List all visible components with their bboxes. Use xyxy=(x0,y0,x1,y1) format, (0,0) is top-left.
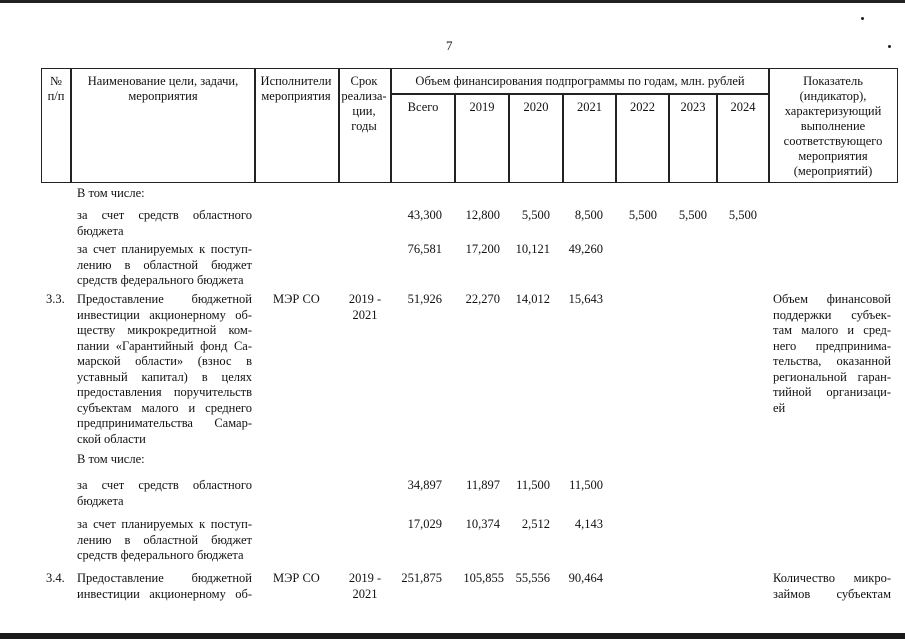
funding-source-federal xyxy=(77,517,252,564)
text-line: ществу микрокредитной ком- xyxy=(77,323,252,337)
value-2019: 10,374 xyxy=(465,517,500,531)
text-line: марской области» (взнос в xyxy=(77,354,252,368)
funding-source-regional xyxy=(77,478,252,509)
item-executor: МЭР СО xyxy=(273,571,320,585)
text-line: лению в областной бюджет xyxy=(77,257,252,272)
header-year-label: 2020 xyxy=(523,100,549,114)
header-year-label: 2022 xyxy=(630,100,655,114)
header-total-label: Всего xyxy=(407,100,439,114)
text-line: средств федерального бюджета xyxy=(77,548,244,562)
text-line: поддержки субъек- xyxy=(773,307,891,322)
header-term-line: ции, xyxy=(352,104,376,118)
scan-edge-top xyxy=(0,0,905,3)
value-2021: 15,643 xyxy=(568,292,603,306)
text-line: Объем финансовой xyxy=(773,292,891,306)
value-2024: 5,500 xyxy=(728,208,757,222)
header-exec-label: Исполнители мероприятия xyxy=(260,74,332,103)
text-line: 2021 xyxy=(352,586,378,601)
value-total: 51,926 xyxy=(407,292,442,306)
value-2019: 12,800 xyxy=(465,208,500,222)
item-name xyxy=(77,571,252,602)
funding-source-federal xyxy=(77,242,252,289)
funding-source-regional xyxy=(77,208,252,239)
text-line: пании «Гарантийный фонд Са- xyxy=(77,338,252,353)
text-line: за счет средств областного xyxy=(77,208,252,222)
item-indicator xyxy=(773,571,891,602)
text-line: уставный капитал) в целях xyxy=(77,369,252,384)
text-line: бюджета xyxy=(77,493,124,508)
item-term xyxy=(340,571,390,602)
header-indicator-line: Показатель xyxy=(803,74,863,88)
text-line: субъектам малого и среднего xyxy=(77,400,252,415)
text-line: там малого и сред- xyxy=(773,323,891,337)
text-line: инвестиции акционерному об- xyxy=(77,307,252,322)
header-year-label: 2019 xyxy=(469,100,495,114)
value-2020: 14,012 xyxy=(515,292,550,306)
text-line: ской области xyxy=(77,431,146,446)
text-line: инвестиции акционерному об- xyxy=(77,586,252,601)
header-indicator-line: характеризующий xyxy=(784,104,882,118)
item-name xyxy=(77,292,252,447)
value-2020: 11,500 xyxy=(516,478,550,492)
value-total: 76,581 xyxy=(407,242,442,256)
text-line: за счет средств областного xyxy=(77,478,252,492)
header-volume-label: Объем финансирования подпрограммы по годам, млн. рублей xyxy=(415,74,745,88)
value-2021: 11,500 xyxy=(569,478,603,492)
text-line: тийной организаци- xyxy=(773,385,891,399)
header-indicator-line: (мероприятий) xyxy=(793,164,873,178)
text-line: него предпринима- xyxy=(773,338,891,353)
text-line: 2019 - xyxy=(348,571,382,585)
header-year-label: 2021 xyxy=(577,100,602,114)
value-2020: 55,556 xyxy=(515,571,550,585)
text-line: 2021 xyxy=(352,307,378,322)
text-line: Предоставление бюджетной xyxy=(77,292,252,306)
value-2020: 10,121 xyxy=(515,242,550,256)
value-2019: 105,855 xyxy=(463,571,504,585)
text-line: бюджета xyxy=(77,223,124,238)
value-2021: 49,260 xyxy=(568,242,603,256)
header-year-label: 2023 xyxy=(680,100,706,114)
value-2019: 22,270 xyxy=(465,292,500,306)
value-total: 34,897 xyxy=(407,478,442,492)
scan-edge-bottom xyxy=(0,633,905,639)
value-2019: 11,897 xyxy=(466,478,500,492)
scan-speck xyxy=(888,45,891,48)
text-line: за счет планируемых к поступ- xyxy=(77,242,252,256)
incl-label: В том числе: xyxy=(77,186,145,200)
value-2021: 8,500 xyxy=(574,208,603,222)
header-term-line: реализа- xyxy=(341,89,387,103)
value-total: 43,300 xyxy=(407,208,442,222)
value-2023: 5,500 xyxy=(678,208,707,222)
header-term-label xyxy=(340,74,388,134)
value-2021: 90,464 xyxy=(568,571,603,585)
text-line: средств федерального бюджета xyxy=(77,273,244,287)
text-line: региональной гаран- xyxy=(773,369,891,384)
scan-speck xyxy=(861,17,864,20)
header-indicator-line: мероприятия xyxy=(798,149,868,163)
text-line: лению в областной бюджет xyxy=(77,532,252,547)
value-2020: 2,512 xyxy=(521,517,550,531)
text-line: ей xyxy=(773,400,786,415)
value-2022: 5,500 xyxy=(628,208,657,222)
header-year-label: 2024 xyxy=(730,100,756,114)
text-line: предоставления поручительств xyxy=(77,385,252,399)
header-indicator-line: (индикатор), xyxy=(799,89,867,103)
item-executor: МЭР СО xyxy=(273,292,320,306)
item-number: 3.3. xyxy=(46,292,65,306)
value-total: 17,029 xyxy=(407,517,442,531)
item-number: 3.4. xyxy=(46,571,65,585)
value-2019: 17,200 xyxy=(465,242,500,256)
item-term xyxy=(340,292,390,323)
text-line: предпринимательства Самар- xyxy=(77,416,252,430)
header-name-label: Наименование цели, задачи, мероприятия xyxy=(87,74,239,103)
header-no-label: № п/п xyxy=(47,74,65,103)
text-line: тельства, оказанной xyxy=(773,354,891,368)
value-total: 251,875 xyxy=(401,571,442,585)
text-line: Количество микро- xyxy=(773,571,891,585)
header-term-line: годы xyxy=(351,119,377,133)
text-line: займов субъектам xyxy=(773,586,891,601)
text-line: 2019 - xyxy=(348,292,382,306)
header-term-line: Срок xyxy=(350,74,378,88)
text-line: за счет планируемых к поступ- xyxy=(77,517,252,531)
text-line: Предоставление бюджетной xyxy=(77,571,252,585)
header-indicator-line: выполнение xyxy=(800,119,866,133)
item-indicator xyxy=(773,292,891,416)
header-indicator-label xyxy=(770,74,896,179)
incl-label: В том числе: xyxy=(77,452,145,466)
header-indicator-line: соответствующего xyxy=(783,134,883,148)
page-number: 7 xyxy=(446,38,453,53)
value-2020: 5,500 xyxy=(521,208,550,222)
value-2021: 4,143 xyxy=(574,517,603,531)
